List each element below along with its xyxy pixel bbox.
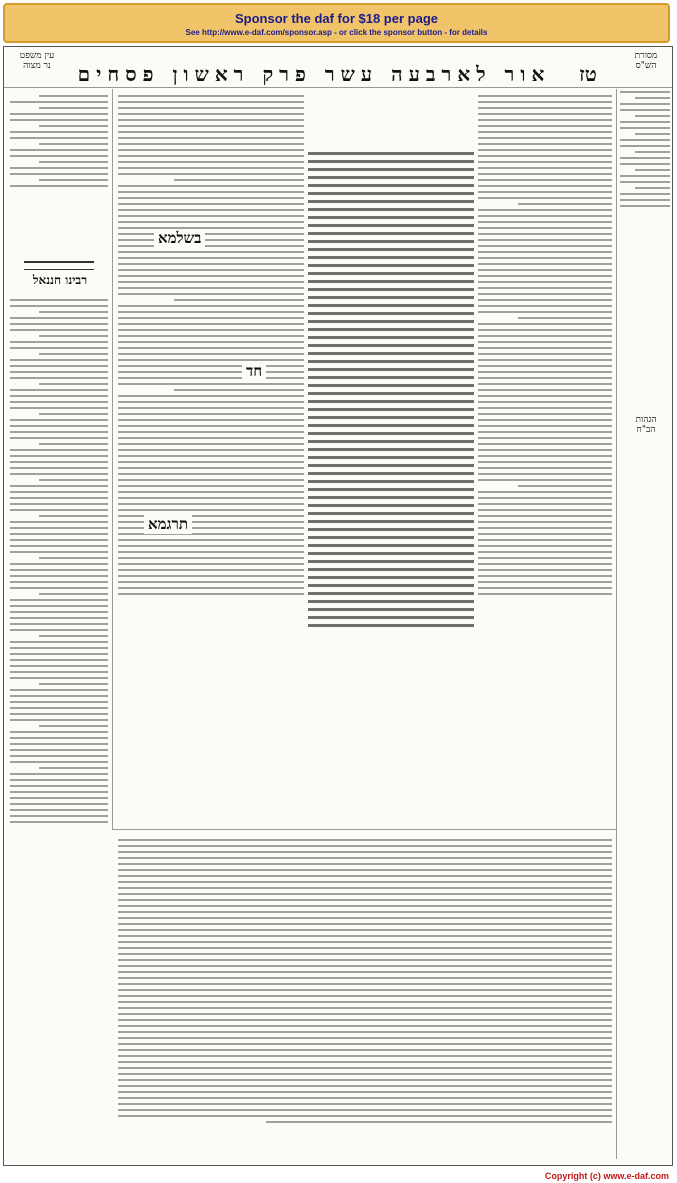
mesoret-label: מסורת הש"ס — [634, 51, 658, 71]
section-word-beshalma: בשלמא — [154, 229, 205, 248]
column-divider — [616, 89, 617, 1159]
talmud-page — [3, 46, 673, 1166]
hagahot-label: הגהות הב"ח — [635, 415, 657, 435]
page-title: אור לארבעה עשר פרק ראשון פסחים — [77, 62, 551, 86]
sponsor-banner-subtitle[interactable]: See http://www.e-daf.com/sponsor.asp - or click the sponsor button - for details — [185, 28, 488, 37]
bottom-commentary — [118, 835, 612, 1153]
page-header — [4, 51, 672, 88]
ein-mishpat-column — [10, 91, 108, 261]
gemara-column — [308, 147, 474, 812]
copyright-link[interactable]: Copyright (c) www.e-daf.com — [544, 1171, 669, 1181]
mesoret-column — [620, 87, 670, 407]
commentary-divider — [112, 829, 616, 830]
ein-mishpat-label: עין משפט נר מצוה — [19, 51, 55, 71]
rashi-column — [478, 91, 612, 826]
rabbeinu-chananel-column — [10, 295, 108, 1157]
column-divider — [112, 89, 113, 829]
divider-ornament — [24, 261, 94, 270]
sponsor-banner-title[interactable]: Sponsor the daf for $18 per page — [235, 11, 438, 26]
tosafot-column — [118, 91, 304, 826]
rabbeinu-chananel-heading: רבינו חננאל — [32, 273, 88, 287]
page-number: טז — [579, 62, 597, 86]
sponsor-banner[interactable] — [3, 3, 670, 43]
section-word-chad: חד — [242, 362, 266, 381]
section-word-targuma: תרגמא — [144, 515, 192, 534]
